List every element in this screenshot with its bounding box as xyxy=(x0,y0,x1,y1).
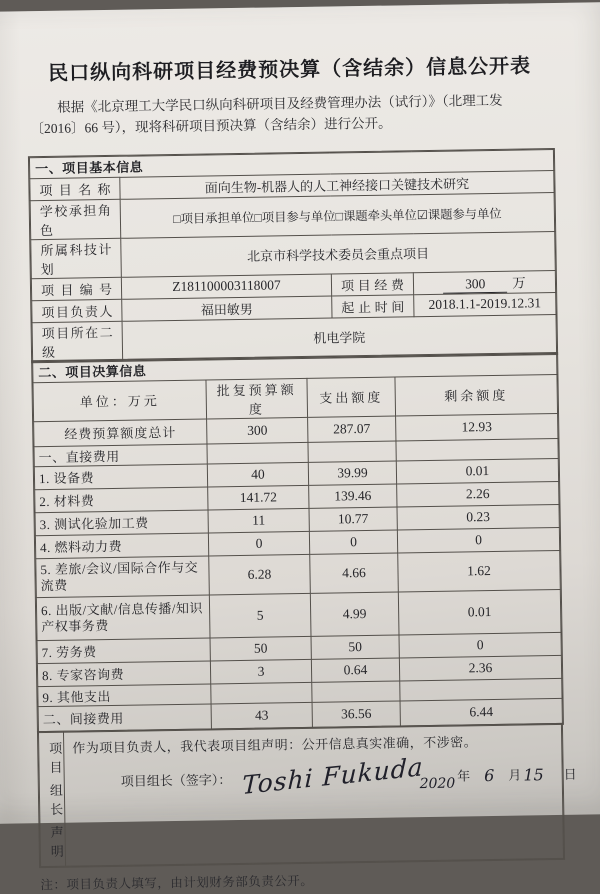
remaining-value: 0.01 xyxy=(396,458,558,484)
spent-value: 10.77 xyxy=(309,507,397,531)
role-label: 学校承担角色 xyxy=(30,199,121,239)
row-label: 5. 差旅/会议/国际合作与交流费 xyxy=(36,556,210,598)
spent-value: 4.66 xyxy=(310,553,399,593)
intro-line-1: 根据《北京理工大学民口纵向科研项目及经费管理办法（试行）》（北理工发 xyxy=(57,92,503,115)
approved-value: 141.72 xyxy=(208,485,309,510)
approved-value: 300 xyxy=(207,417,308,444)
spent-value: 0.64 xyxy=(311,658,399,682)
declaration-label-line: 声明 xyxy=(50,824,65,859)
budget-table xyxy=(32,353,563,732)
remaining-value: 12.93 xyxy=(396,413,558,441)
project-name-value: 面向生物-机器人的人工神经接口关键技术研究 xyxy=(120,170,554,199)
intro-paragraph xyxy=(30,90,551,140)
col-header-approved: 批复预算额度 xyxy=(206,378,308,419)
handwritten-month: 6 xyxy=(484,765,495,786)
funding-unit: 万 xyxy=(512,275,526,291)
row-label: 7. 劳务费 xyxy=(37,638,210,664)
approved-value: 50 xyxy=(210,636,311,661)
remaining-value xyxy=(400,678,562,701)
row-label: 4. 燃料动力费 xyxy=(35,533,208,559)
approved-value: 0 xyxy=(208,531,309,556)
funding-value-cell xyxy=(413,270,555,294)
row-label: 2. 材料费 xyxy=(35,487,208,513)
month-label: 月 xyxy=(508,767,522,783)
declaration-statement: 作为项目负责人，我代表项目组声明：公开信息真实准确，不涉密。 xyxy=(72,734,478,756)
basic-info-table xyxy=(29,149,557,362)
approved-value: 5 xyxy=(209,593,311,638)
spent-value: 0 xyxy=(309,530,397,554)
project-code-label: 项目编号 xyxy=(31,277,121,300)
approved-value: 6.28 xyxy=(209,554,311,595)
spent-value: 39.99 xyxy=(308,461,396,485)
approved-value: 3 xyxy=(210,659,311,684)
remaining-value: 6.44 xyxy=(400,698,562,726)
row-label: 二、间接费用 xyxy=(38,704,211,732)
signature-line xyxy=(72,751,577,800)
declaration-row xyxy=(38,724,577,867)
row-label: 1. 设备费 xyxy=(34,464,207,490)
spent-value: 4.99 xyxy=(310,592,399,636)
remaining-value: 0.23 xyxy=(397,504,559,530)
page-title: 民口纵向科研项目经费预决算（含结余）信息公开表 xyxy=(47,55,532,85)
leader-value: 福田敏男 xyxy=(122,296,332,321)
col-header-spent: 支出额度 xyxy=(307,377,396,417)
declaration-label-line: 组长 xyxy=(49,782,65,817)
handwritten-year: 2020 xyxy=(419,775,456,793)
approved-value xyxy=(211,682,312,704)
remaining-value: 2.26 xyxy=(397,481,559,507)
spent-value xyxy=(308,441,396,462)
remaining-value: 0.01 xyxy=(398,589,561,635)
handwritten-day: 15 xyxy=(523,765,544,785)
period-value: 2018.1.1-2019.12.31 xyxy=(414,292,556,316)
spent-value: 50 xyxy=(311,635,399,659)
period-label: 起止时间 xyxy=(332,295,414,318)
section-title: 一、项目基本信息 xyxy=(29,149,553,178)
remaining-value: 2.36 xyxy=(399,655,561,681)
row-label: 一、直接费用 xyxy=(34,444,207,467)
row-label: 经费预算额度总计 xyxy=(34,419,207,447)
declaration-body xyxy=(64,723,584,865)
leader-label: 项目负责人 xyxy=(32,299,122,322)
declaration-label xyxy=(39,732,66,866)
row-label: 8. 专家咨询费 xyxy=(37,661,210,687)
remaining-value xyxy=(396,438,558,461)
day-label: 日 xyxy=(563,766,577,782)
unit-header: 单位：万元 xyxy=(33,380,207,422)
department-value: 机电学院 xyxy=(122,314,557,360)
spent-value: 287.07 xyxy=(308,416,396,442)
project-name-label: 项目名称 xyxy=(30,177,120,200)
year-label: 年 xyxy=(457,768,471,784)
remaining-value: 0 xyxy=(399,632,561,658)
approved-value: 40 xyxy=(207,462,308,487)
role-checkbox-options: □项目承担单位□项目参与单位□课题牵头单位☑课题参与单位 xyxy=(120,192,555,238)
remaining-value: 0 xyxy=(397,527,559,553)
department-label: 项目所在二级 xyxy=(32,321,123,361)
approved-value: 43 xyxy=(211,702,312,729)
spent-value: 139.46 xyxy=(309,484,397,508)
row-label: 9. 其他支出 xyxy=(38,684,211,707)
approved-value xyxy=(207,442,308,464)
handwritten-signature: Toshi Fukuda xyxy=(241,751,424,800)
spent-value: 36.56 xyxy=(312,701,400,727)
section-title: 二、项目决算信息 xyxy=(33,353,557,382)
remaining-value: 1.62 xyxy=(398,550,561,592)
approved-value: 11 xyxy=(208,508,309,533)
col-header-remaining: 剩余额度 xyxy=(395,374,558,416)
funding-amount: 300 xyxy=(443,276,507,294)
sign-label: 项目组长（签字）： xyxy=(120,771,232,789)
plan-label: 所属科技计划 xyxy=(31,238,122,278)
footnote: 注：项目负责人填写，由计划财务部负责公开。 xyxy=(40,873,314,892)
funding-label: 项目经费 xyxy=(331,273,413,296)
declaration-label-line: 项目 xyxy=(49,740,64,775)
paper-sheet xyxy=(0,2,600,892)
project-code-value: Z181100003118007 xyxy=(121,274,331,299)
plan-value: 北京市科学技术委员会重点项目 xyxy=(121,231,556,277)
form-content xyxy=(27,3,577,893)
row-label: 3. 测试化验加工费 xyxy=(35,510,208,536)
spent-value xyxy=(312,681,400,702)
intro-line-2: 〔2016〕66 号），现将科研项目预决算（含结余）进行公开。 xyxy=(30,115,392,137)
row-label: 6. 出版/文献/信息传播/知识产权事务费 xyxy=(36,595,210,641)
